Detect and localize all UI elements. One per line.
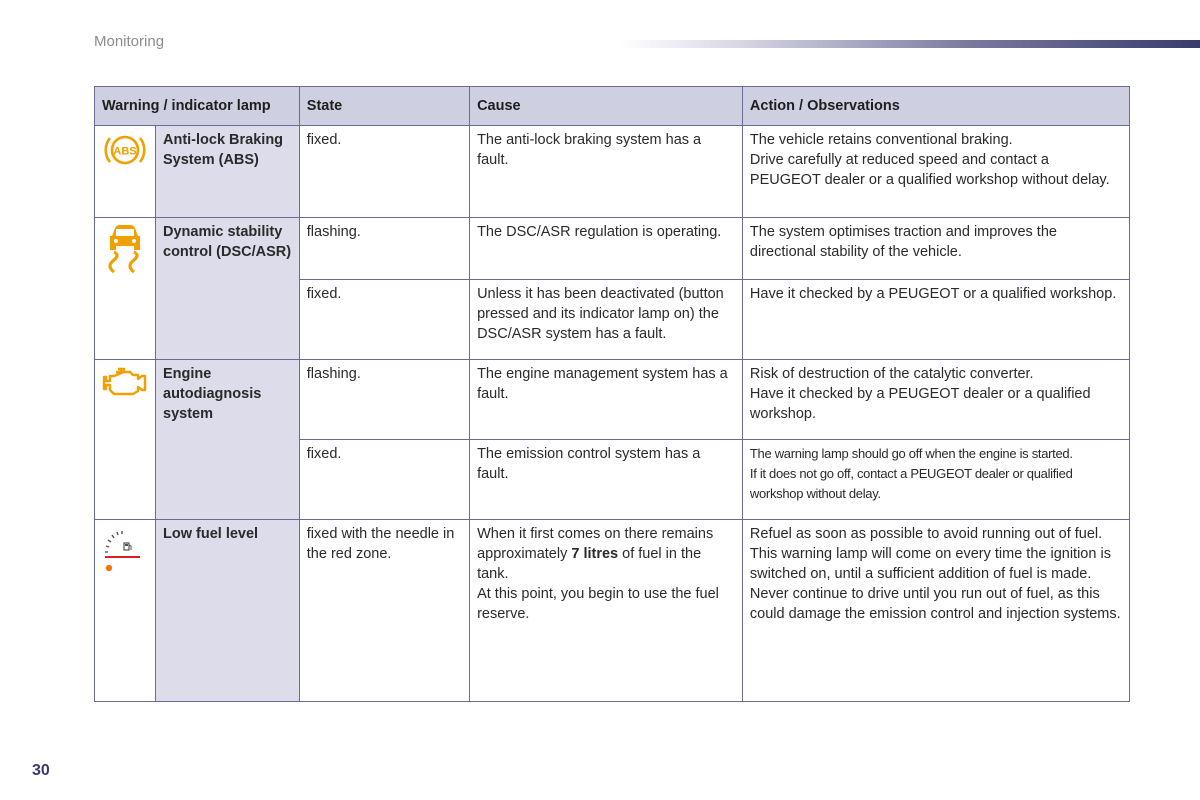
abs-action-line-2: Drive carefully at reduced speed and contact a PEUGEOT dealer or a qualified workshop without delay. <box>749 152 1110 188</box>
abs-cause: The anti-lock braking system has a fault. <box>470 126 743 218</box>
engine-action-fixed-line-1: The warning lamp should go off when the engine is started. <box>749 446 1073 461</box>
skidding-car-icon <box>102 222 148 274</box>
table-row <box>95 520 1130 702</box>
abs-icon-cell <box>95 126 156 218</box>
engine-icon <box>102 364 148 400</box>
table-row <box>95 360 1130 440</box>
table-row <box>95 218 1130 280</box>
section-title: Monitoring <box>94 33 165 50</box>
engine-action-flashing-line-1: Risk of destruction of the catalytic converter. <box>749 366 1034 382</box>
engine-state-flashing: flashing. <box>299 360 469 440</box>
header-cause: Cause <box>470 87 743 126</box>
dsc-action-fixed: Have it checked by a PEUGEOT or a qualified workshop. <box>742 280 1129 360</box>
abs-icon <box>102 130 148 170</box>
table-header-row <box>95 87 1130 126</box>
abs-action <box>742 126 1129 218</box>
fuel-cause-bold: 7 litres <box>571 546 619 562</box>
engine-action-fixed <box>742 440 1129 520</box>
fuel-action-line-2: This warning lamp will come on every time the ignition is switched on, until a sufficient addition of fuel is made. <box>749 546 1111 582</box>
abs-action-line-1: The vehicle retains conventional braking. <box>749 132 1013 148</box>
abs-name: Anti-lock Braking System (ABS) <box>156 126 300 218</box>
dsc-name: Dynamic stability control (DSC/ASR) <box>156 218 300 360</box>
fuel-action-line-3: Never continue to drive until you run out of fuel, as this could damage the emission control and injection systems. <box>749 586 1121 622</box>
engine-cause-fixed: The emission control system has a fault. <box>470 440 743 520</box>
abs-state: fixed. <box>299 126 469 218</box>
header-state: State <box>299 87 469 126</box>
fuel-cause-line-2: At this point, you begin to use the fuel reserve. <box>477 586 719 622</box>
dsc-state-flashing: flashing. <box>299 218 469 280</box>
fuel-state: fixed with the needle in the red zone. <box>299 520 469 702</box>
fuel-action-line-1: Refuel as soon as possible to avoid running out of fuel. <box>749 526 1103 542</box>
engine-action-fixed-line-2: If it does not go off, contact a PEUGEOT dealer or qualified workshop without delay. <box>749 466 1073 501</box>
page-number: 30 <box>32 762 50 779</box>
dsc-cause-fixed: Unless it has been deactivated (button pressed and its indicator lamp on) the DSC/ASR system has a fault. <box>470 280 743 360</box>
engine-action-flashing <box>742 360 1129 440</box>
fuel-gauge-icon <box>102 524 148 576</box>
fuel-cause-line-1 <box>477 524 735 584</box>
fuel-icon-cell <box>95 520 156 702</box>
fuel-cause-pre: When it first comes on there remains approximately <box>477 526 714 562</box>
engine-cause-flashing: The engine management system has a fault. <box>470 360 743 440</box>
fuel-cause-post: of fuel in the tank. <box>477 546 702 582</box>
dsc-cause-flashing: The DSC/ASR regulation is operating. <box>470 218 743 280</box>
dsc-state-fixed: fixed. <box>299 280 469 360</box>
fuel-cause <box>470 520 743 702</box>
engine-name: Engine autodiagnosis system <box>156 360 300 520</box>
header-action: Action / Observations <box>742 87 1129 126</box>
fuel-action <box>742 520 1129 702</box>
fuel-name: Low fuel level <box>156 520 300 702</box>
warning-lamps-table <box>94 86 1130 702</box>
header-lamp: Warning / indicator lamp <box>95 87 300 126</box>
engine-action-flashing-line-2: Have it checked by a PEUGEOT dealer or a qualified workshop. <box>749 386 1091 422</box>
engine-icon-cell <box>95 360 156 520</box>
engine-state-fixed: fixed. <box>299 440 469 520</box>
header-decorative-bar <box>620 40 1200 48</box>
svg-text:ABS: ABS <box>113 145 137 158</box>
dsc-action-flashing: The system optimises traction and improves the directional stability of the vehicle. <box>742 218 1129 280</box>
table-row <box>95 126 1130 218</box>
dsc-icon-cell <box>95 218 156 360</box>
